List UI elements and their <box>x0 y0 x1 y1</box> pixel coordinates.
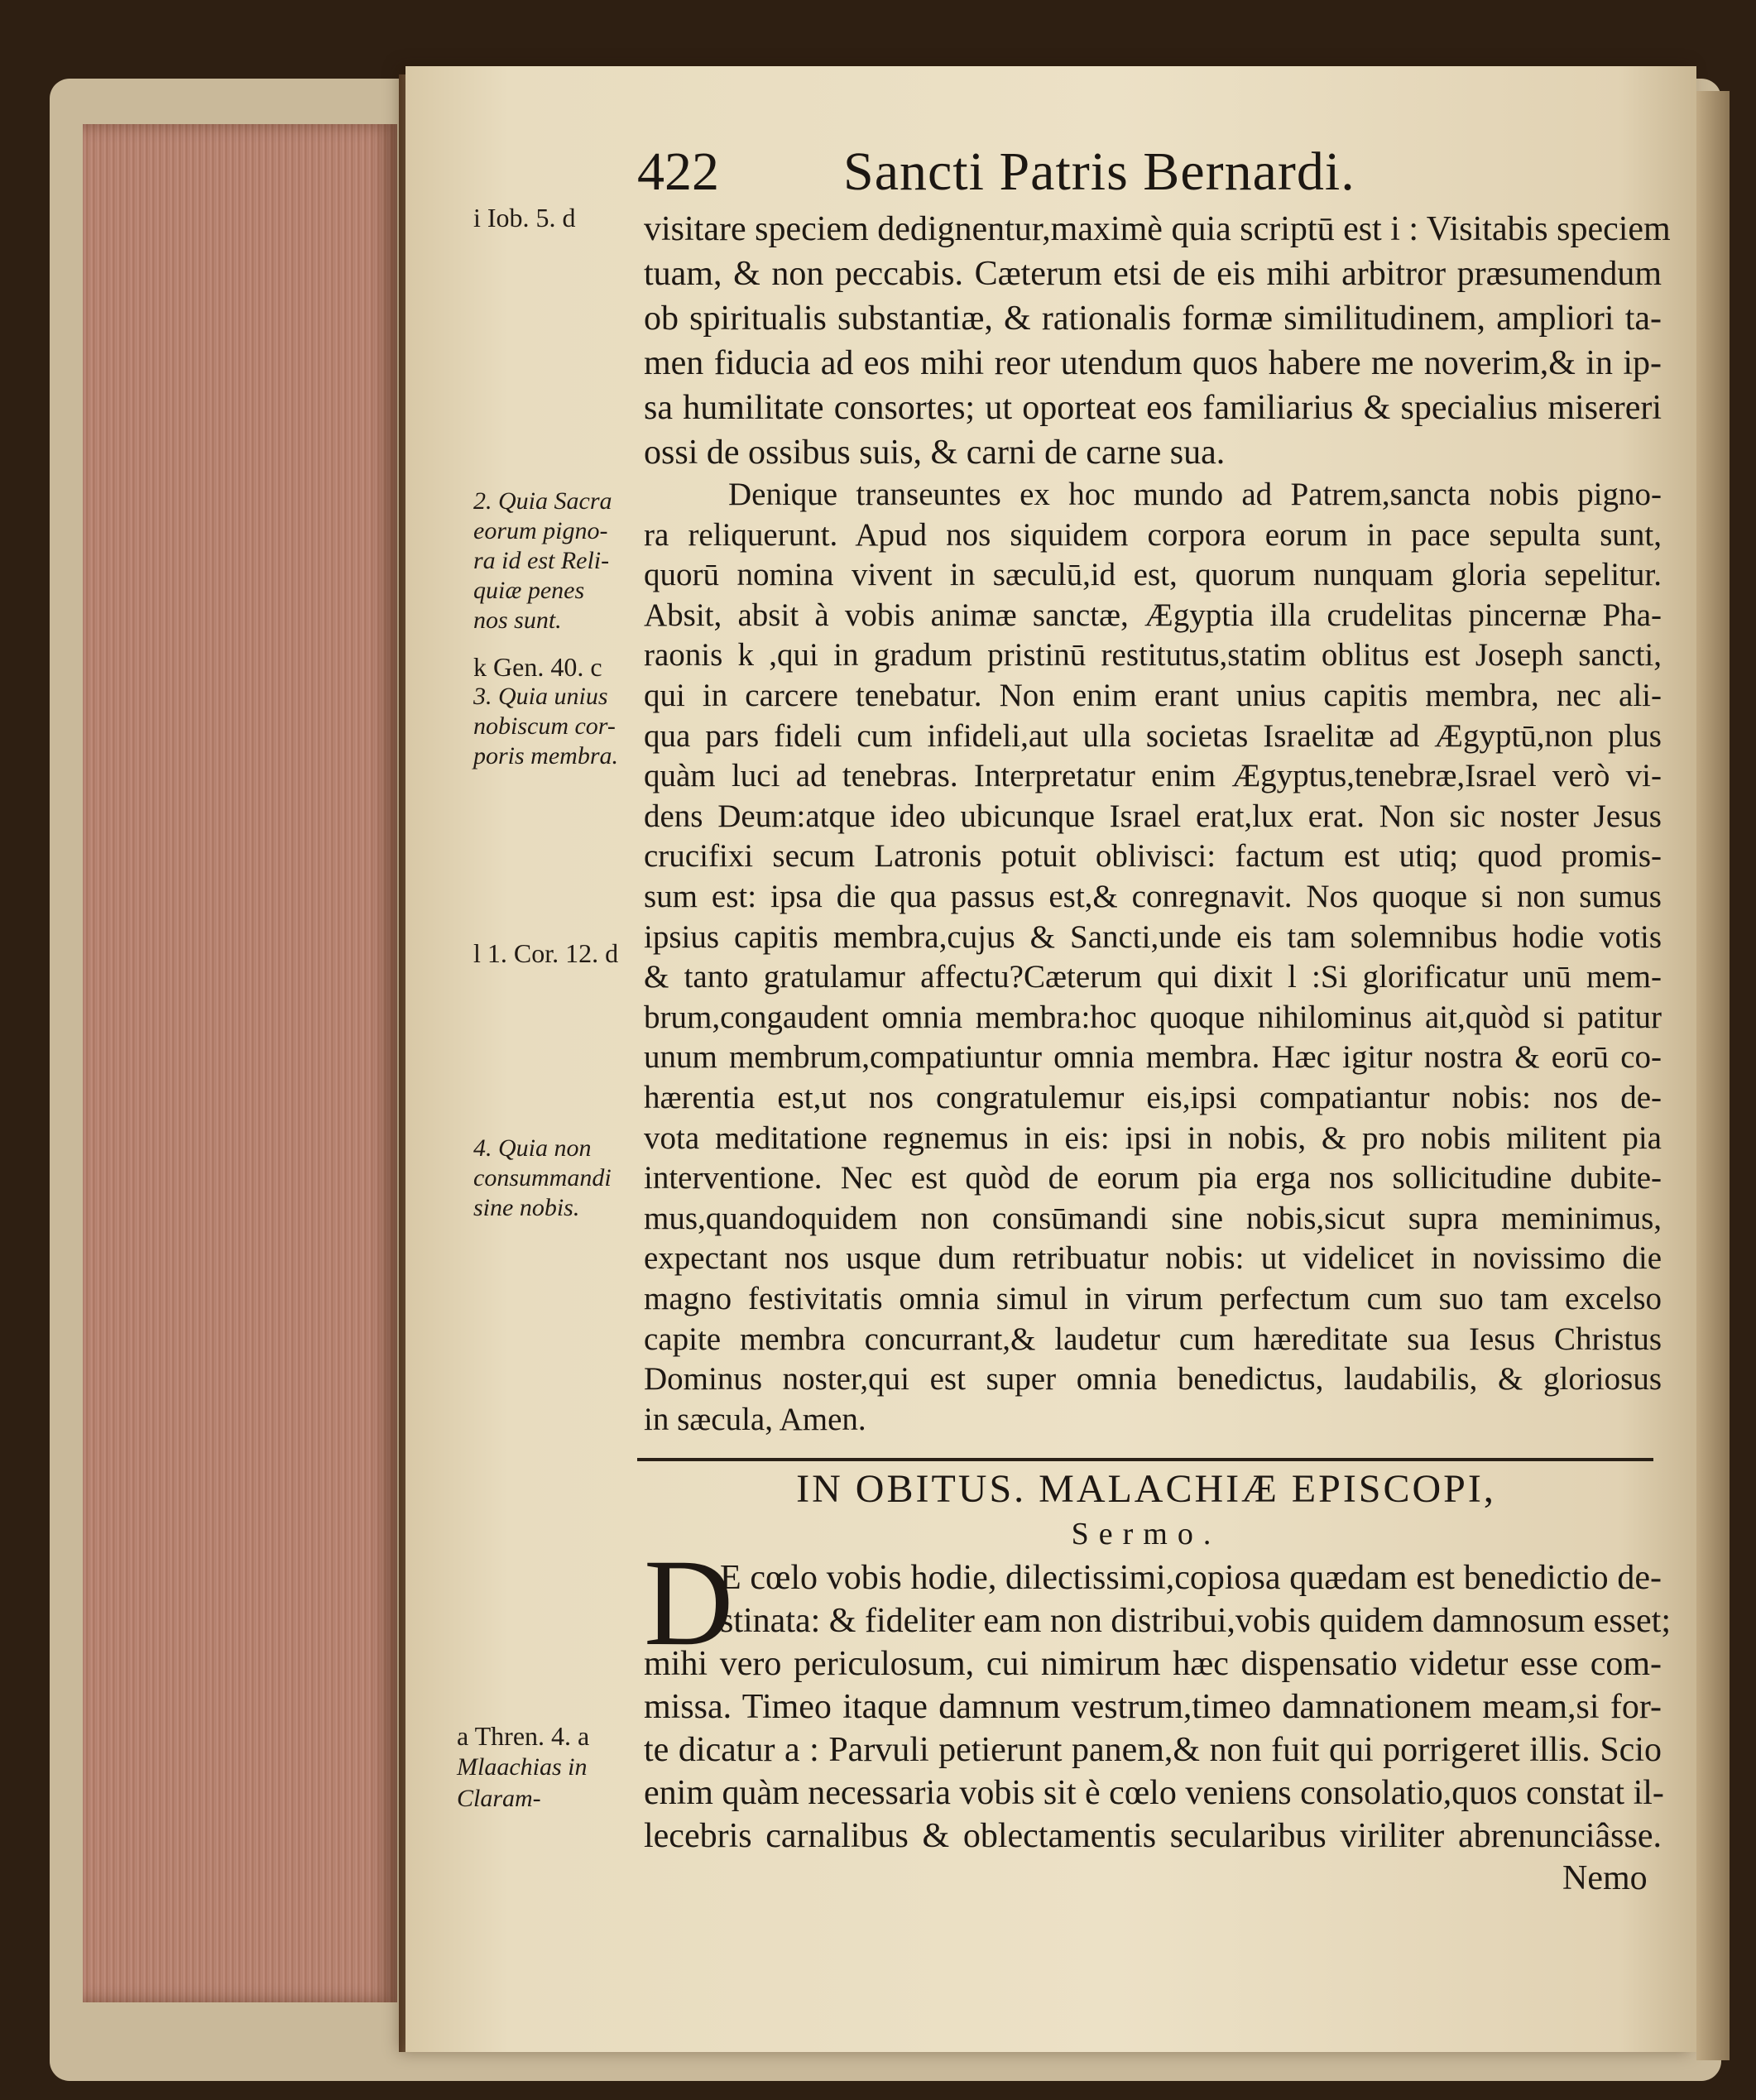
text-line: sa humilitate consortes; ut oporteat eos familiarius & specialius misereri <box>644 389 1662 427</box>
text-line: raonis k ,qui in gradum pristinū restitutus,statim oblitus est Joseph sancti, <box>644 637 1662 674</box>
margin-note-4: consummandi <box>473 1164 612 1191</box>
margin-note-malachias: Mlaachias in <box>457 1753 588 1781</box>
text-line: Absit, absit à vobis animæ sanctæ, Ægyptia illa crudelitas pincernæ Pha- <box>644 597 1662 633</box>
catchword: Nemo <box>1562 1859 1648 1897</box>
text-line: crucifixi secum Latronis potuit oblivisci: factum est utiq; quod promis- <box>644 838 1662 875</box>
margin-note-4: 4. Quia non <box>473 1134 592 1162</box>
text-line: expectant nos usque dum retribuatur nobis: ut videlicet in novissimo die <box>644 1240 1662 1277</box>
margin-note-2: eorum pigno- <box>473 517 608 544</box>
text-line: qua pars fideli cum infideli,aut ulla societas Israelitæ ad Ægyptū,non plus <box>644 717 1662 754</box>
text-line: ra reliquerunt. Apud nos siquidem corpora eorum in pace sepulta sunt, <box>644 516 1662 553</box>
sermon-title: IN OBITUS. MALACHIÆ EPISCOPI, <box>796 1467 1496 1511</box>
text-line: hærentia est,ut nos congratulemur eis,ipsi compatiantur nobis: nos de- <box>644 1080 1662 1115</box>
text-line: unum membrum,compatiuntur omnia membra. Hæc igitur nostra & eorū co- <box>644 1039 1662 1076</box>
margin-note-4: sine nobis. <box>473 1194 580 1221</box>
text-line: missa. Timeo itaque damnum vestrum,timeo damnationem meam,si for- <box>644 1688 1662 1726</box>
sermon-subtitle: Sermo. <box>1071 1517 1221 1551</box>
text-line: mihi vero periculosum, cui nimirum hæc dispensatio videtur esse com- <box>644 1645 1662 1683</box>
text-line: qui in carcere tenebatur. Non enim erant unius capitis membra, nec ali- <box>644 678 1662 713</box>
text-line: quorū nomina vivent in sæculū,id est, quorum nunquam gloria sepelitur. <box>644 557 1662 593</box>
text-line: lecebris carnalibus & oblectamentis secularibus viriliter abrenunciâsse. <box>644 1817 1662 1855</box>
text-line: ob spiritualis substantiæ, & rationalis formæ similitudinem, ampliori ta- <box>644 300 1662 338</box>
text-line: magno festivitatis omnia simul in virum perfectum cum suo tam excelso <box>644 1281 1662 1316</box>
page-block-edge <box>83 124 397 2002</box>
text-line: mus,quandoquidem non consūmandi sine nobis,sicut supra meminimus, <box>644 1200 1662 1236</box>
text-line: quàm luci ad tenebras. Interpretatur enim Ægyptus,tenebræ,Israel verò vi- <box>644 758 1662 794</box>
section-divider <box>637 1458 1653 1461</box>
text-line: vota meditatione regnemus in eis: ipsi in nobis, & pro nobis militent pia <box>644 1120 1662 1156</box>
margin-ref-thren: a Thren. 4. a <box>457 1721 590 1751</box>
margin-note-3: nobiscum cor- <box>473 712 616 740</box>
right-page-edge <box>1696 91 1730 2060</box>
margin-note-2: quiæ penes <box>473 577 585 604</box>
text-line: & tanto gratulamur affectu?Cæterum qui dixit l :Si glorificatur unū mem- <box>644 959 1662 995</box>
text-line: men fiducia ad eos mihi reor utendum quos habere me noverim,& in ip- <box>644 344 1662 382</box>
margin-ref-job: i Iob. 5. d <box>473 203 576 233</box>
page-number: 422 <box>637 141 719 202</box>
text-line: visitare speciem dedignentur,maximè quia scriptū est i : Visitabis speciem <box>644 210 1671 248</box>
margin-note-malachias: Claram- <box>457 1785 541 1812</box>
text-line: Denique transeuntes ex hoc mundo ad Patrem,sancta nobis pigno- <box>728 477 1662 512</box>
margin-ref-cor: l 1. Cor. 12. d <box>473 938 619 968</box>
margin-note-3: 3. Quia unius <box>473 683 608 710</box>
text-line: dens Deum:atque ideo ubicunque Israel erat,lux erat. Non sic noster Jesus <box>644 798 1662 834</box>
text-line: te dicatur a : Parvuli petierunt panem,& non fuit qui porrigeret illis. Scio <box>644 1731 1662 1769</box>
text-line: ossi de ossibus suis, & carni de carne sua. <box>644 434 1226 472</box>
margin-ref-gen: k Gen. 40. c <box>473 652 602 682</box>
margin-note-3: poris membra. <box>473 742 619 770</box>
margin-note-2: 2. Quia Sacra <box>473 487 612 515</box>
text-line: brum,congaudent omnia membra:hoc quoque nihilominus ait,quòd si patitur <box>644 999 1662 1035</box>
text-line: stinata: & fideliter eam non distribui,vobis quidem damnosum esset; <box>720 1602 1671 1640</box>
drop-cap: D <box>644 1534 734 1671</box>
text-line: capite membra concurrant,& laudetur cum hæreditate sua Iesus Christus <box>644 1321 1662 1357</box>
text-line: sum est: ipsa die qua passus est,& conregnavit. Nos quoque si non sumus <box>644 879 1662 914</box>
text-line: ipsius capitis membra,cujus & Sancti,unde eis tam solemnibus hodie votis <box>644 918 1662 955</box>
text-line: in sæcula, Amen. <box>644 1401 866 1437</box>
text-line: E cœlo vobis hodie, dilectissimi,copiosa quædam est benedictio de- <box>720 1559 1662 1597</box>
running-title: Sancti Patris Bernardi. <box>843 141 1355 202</box>
text-line: enim quàm necessaria vobis sit è cœlo veniens consolatio,quos constat il- <box>644 1774 1664 1812</box>
page-header <box>637 141 1355 207</box>
text-line: interventione. Nec est quòd de eorum pia erga nos sollicitudine dubite- <box>644 1160 1662 1196</box>
text-line: Dominus noster,qui est super omnia benedictus, laudabilis, & gloriosus <box>644 1361 1662 1398</box>
margin-note-2: ra id est Reli- <box>473 547 610 574</box>
text-line: tuam, & non peccabis. Cæterum etsi de eis mihi arbitror præsumendum <box>644 255 1662 293</box>
margin-note-2: nos sunt. <box>473 607 562 634</box>
